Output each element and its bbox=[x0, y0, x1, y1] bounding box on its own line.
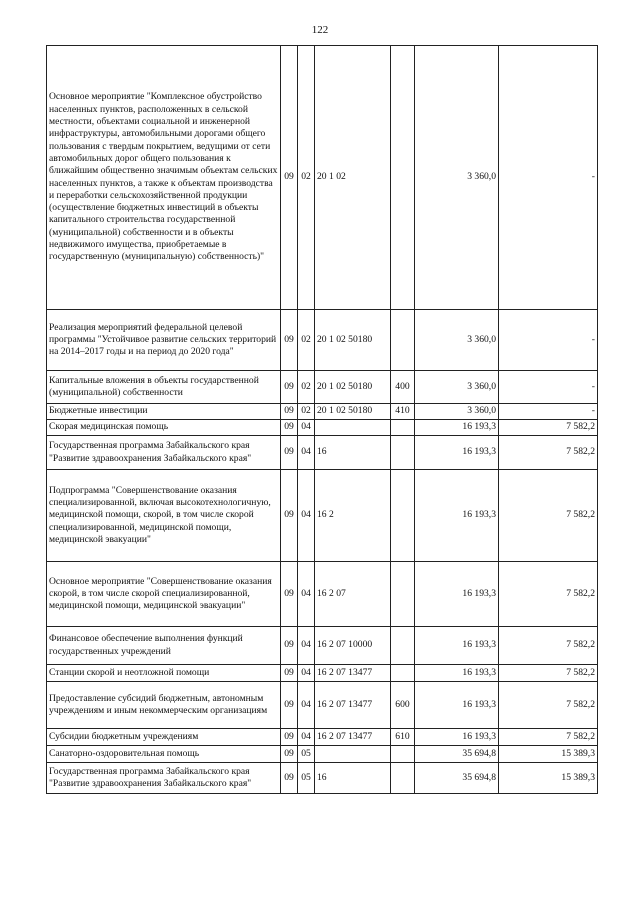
cell-rz: 09 bbox=[281, 682, 298, 729]
cell-name: Субсидии бюджетным учреждениям bbox=[47, 729, 281, 746]
table-row bbox=[47, 436, 598, 470]
cell-name: Подпрограмма "Совершенствование оказания специализированной, включая высокотехнологичную, медицинской помощи, скорой, в том числе скорой специализированной, медицинской помощи, медицинской эвакуации" bbox=[47, 470, 281, 562]
table-row bbox=[47, 404, 598, 420]
cell-name: Финансовое обеспечение выполнения функций государственных учреждений bbox=[47, 627, 281, 665]
cell-sum1: 16 193,3 bbox=[415, 682, 499, 729]
cell-pr: 02 bbox=[298, 371, 315, 404]
cell-sum1: 16 193,3 bbox=[415, 665, 499, 682]
cell-csr: 16 2 bbox=[315, 470, 391, 562]
cell-vr bbox=[391, 310, 415, 371]
cell-sum1: 3 360,0 bbox=[415, 371, 499, 404]
cell-csr: 20 1 02 50180 bbox=[315, 371, 391, 404]
cell-rz: 09 bbox=[281, 436, 298, 470]
cell-csr: 16 2 07 13477 bbox=[315, 729, 391, 746]
cell-name: Основное мероприятие "Совершенствование оказания скорой, в том числе скорой специализированной, медицинской помощи, медицинской эвакуации" bbox=[47, 562, 281, 627]
cell-sum2: 15 389,3 bbox=[499, 763, 598, 794]
table-row bbox=[47, 371, 598, 404]
cell-sum2: 7 582,2 bbox=[499, 562, 598, 627]
cell-sum2: 7 582,2 bbox=[499, 420, 598, 436]
cell-rz: 09 bbox=[281, 746, 298, 763]
cell-rz: 09 bbox=[281, 470, 298, 562]
table-row bbox=[47, 310, 598, 371]
cell-name: Реализация мероприятий федеральной целевой программы "Устойчивое развитие сельских территорий на 2014–2017 годы и на период до 2020 года" bbox=[47, 310, 281, 371]
cell-rz: 09 bbox=[281, 420, 298, 436]
cell-pr: 04 bbox=[298, 682, 315, 729]
table-row bbox=[47, 627, 598, 665]
cell-vr: 610 bbox=[391, 729, 415, 746]
cell-csr: 16 2 07 13477 bbox=[315, 682, 391, 729]
cell-vr bbox=[391, 46, 415, 310]
cell-rz: 09 bbox=[281, 627, 298, 665]
cell-rz: 09 bbox=[281, 665, 298, 682]
cell-pr: 05 bbox=[298, 746, 315, 763]
budget-table bbox=[46, 45, 598, 794]
cell-sum1: 35 694,8 bbox=[415, 763, 499, 794]
page-number: 122 bbox=[311, 24, 329, 36]
cell-vr bbox=[391, 420, 415, 436]
cell-sum2: - bbox=[499, 46, 598, 310]
cell-sum1: 16 193,3 bbox=[415, 470, 499, 562]
cell-sum2: 7 582,2 bbox=[499, 436, 598, 470]
table-row bbox=[47, 746, 598, 763]
cell-sum1: 16 193,3 bbox=[415, 562, 499, 627]
cell-csr: 16 bbox=[315, 763, 391, 794]
cell-name: Станции скорой и неотложной помощи bbox=[47, 665, 281, 682]
cell-name: Бюджетные инвестиции bbox=[47, 404, 281, 420]
cell-name: Основное мероприятие "Комплексное обустройство населенных пунктов, расположенных в сельской местности, объектами социальной и инженерной инфраструктуры, автомобильными дорогами общего пользования с твердым покрытием, ведущими от сети автомобильных дорог общего пользования к ближайшим общественно значимым объектам сельских населенных пунктов, а также к объектам производства и переработки сельскохозяйственной продукции (осуществление бюджетных инвестиций в объекты капитального строительства государственной (муниципальной) собственности и в объекты недвижимого имущества, приобретаемые в государственную (муниципальную) собственность)" bbox=[47, 46, 281, 310]
cell-sum2: 7 582,2 bbox=[499, 470, 598, 562]
cell-sum2: - bbox=[499, 404, 598, 420]
cell-name: Предоставление субсидий бюджетным, автономным учреждениям и иным некоммерческим организациям bbox=[47, 682, 281, 729]
cell-sum1: 16 193,3 bbox=[415, 420, 499, 436]
cell-sum1: 16 193,3 bbox=[415, 627, 499, 665]
cell-pr: 04 bbox=[298, 665, 315, 682]
budget-table-body bbox=[47, 46, 598, 794]
cell-rz: 09 bbox=[281, 763, 298, 794]
cell-vr bbox=[391, 627, 415, 665]
cell-csr: 16 bbox=[315, 436, 391, 470]
cell-rz: 09 bbox=[281, 404, 298, 420]
cell-sum2: 7 582,2 bbox=[499, 682, 598, 729]
table-row bbox=[47, 470, 598, 562]
cell-csr: 16 2 07 bbox=[315, 562, 391, 627]
cell-vr: 600 bbox=[391, 682, 415, 729]
cell-sum2: 7 582,2 bbox=[499, 665, 598, 682]
cell-sum2: - bbox=[499, 310, 598, 371]
cell-vr bbox=[391, 562, 415, 627]
table-row bbox=[47, 46, 598, 310]
cell-name: Санаторно-оздоровительная помощь bbox=[47, 746, 281, 763]
table-row bbox=[47, 763, 598, 794]
cell-sum2: 15 389,3 bbox=[499, 746, 598, 763]
cell-name: Государственная программа Забайкальского края "Развитие здравоохранения Забайкальского края" bbox=[47, 436, 281, 470]
cell-vr bbox=[391, 436, 415, 470]
cell-csr: 16 2 07 10000 bbox=[315, 627, 391, 665]
cell-vr: 400 bbox=[391, 371, 415, 404]
cell-pr: 04 bbox=[298, 436, 315, 470]
cell-csr: 16 2 07 13477 bbox=[315, 665, 391, 682]
cell-sum1: 35 694,8 bbox=[415, 746, 499, 763]
cell-name: Скорая медицинская помощь bbox=[47, 420, 281, 436]
cell-pr: 04 bbox=[298, 470, 315, 562]
table-row bbox=[47, 562, 598, 627]
cell-pr: 05 bbox=[298, 763, 315, 794]
cell-csr bbox=[315, 746, 391, 763]
cell-pr: 04 bbox=[298, 562, 315, 627]
cell-sum1: 3 360,0 bbox=[415, 404, 499, 420]
cell-pr: 04 bbox=[298, 420, 315, 436]
cell-name: Капитальные вложения в объекты государственной (муниципальной) собственности bbox=[47, 371, 281, 404]
cell-vr bbox=[391, 763, 415, 794]
cell-sum1: 3 360,0 bbox=[415, 310, 499, 371]
cell-pr: 02 bbox=[298, 46, 315, 310]
cell-rz: 09 bbox=[281, 310, 298, 371]
table-row bbox=[47, 729, 598, 746]
cell-rz: 09 bbox=[281, 46, 298, 310]
cell-pr: 02 bbox=[298, 404, 315, 420]
cell-rz: 09 bbox=[281, 562, 298, 627]
cell-rz: 09 bbox=[281, 729, 298, 746]
cell-sum2: 7 582,2 bbox=[499, 729, 598, 746]
cell-pr: 04 bbox=[298, 627, 315, 665]
cell-csr bbox=[315, 420, 391, 436]
cell-sum1: 16 193,3 bbox=[415, 436, 499, 470]
cell-vr bbox=[391, 665, 415, 682]
cell-vr bbox=[391, 470, 415, 562]
cell-sum1: 16 193,3 bbox=[415, 729, 499, 746]
cell-pr: 02 bbox=[298, 310, 315, 371]
cell-vr: 410 bbox=[391, 404, 415, 420]
cell-vr bbox=[391, 746, 415, 763]
cell-rz: 09 bbox=[281, 371, 298, 404]
table-row bbox=[47, 665, 598, 682]
cell-sum2: - bbox=[499, 371, 598, 404]
cell-csr: 20 1 02 50180 bbox=[315, 310, 391, 371]
cell-sum1: 3 360,0 bbox=[415, 46, 499, 310]
cell-name: Государственная программа Забайкальского края "Развитие здравоохранения Забайкальского края" bbox=[47, 763, 281, 794]
cell-csr: 20 1 02 bbox=[315, 46, 391, 310]
cell-sum2: 7 582,2 bbox=[499, 627, 598, 665]
cell-csr: 20 1 02 50180 bbox=[315, 404, 391, 420]
table-row bbox=[47, 420, 598, 436]
table-row bbox=[47, 682, 598, 729]
cell-pr: 04 bbox=[298, 729, 315, 746]
